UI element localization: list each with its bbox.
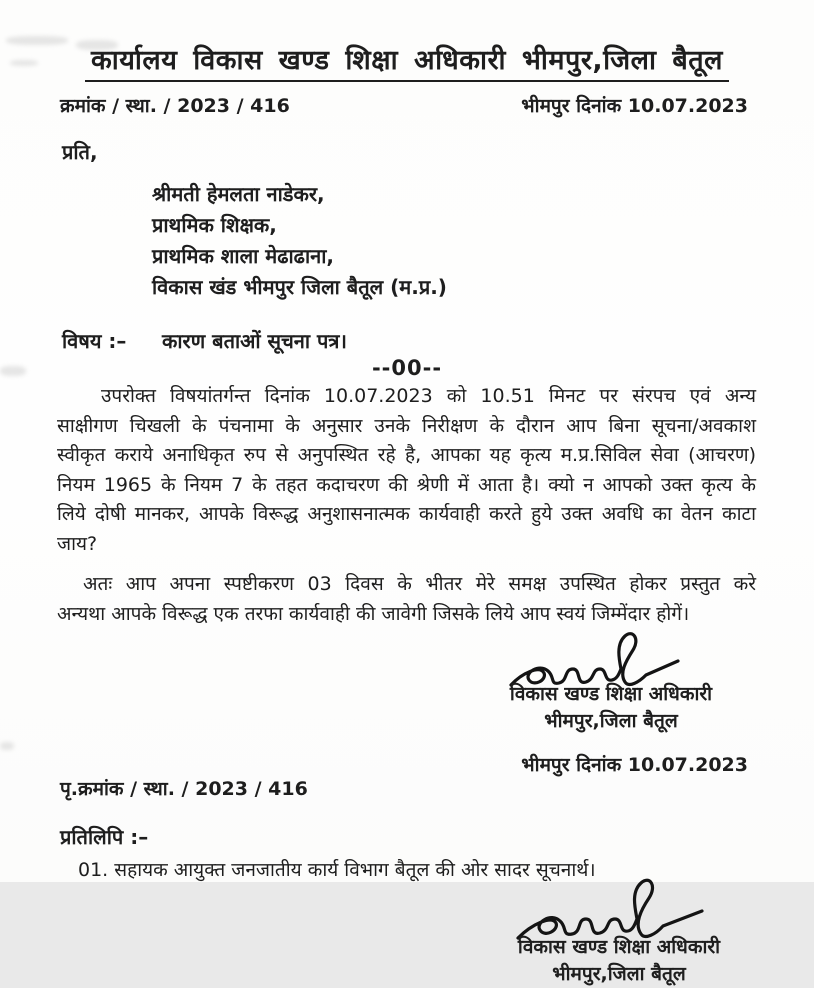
scan-artifact	[10, 60, 38, 66]
recipient-line: प्राथमिक शिक्षक,	[152, 213, 277, 237]
body-paragraph-1	[0, 380, 814, 559]
body-line: अन्यथा आपके विरूद्ध एक तरफा कार्यवाही की जावेगी जिसके लिये आप स्वयं जिम्मेंदार होगें।	[57, 602, 690, 625]
copy-list-item: 01. सहायक आयुक्त जनजातीय कार्य विभाग बैतूल की ओर सादर सूचनार्थ।	[78, 859, 596, 881]
endorsement-row	[0, 735, 814, 801]
body-line: साक्षीगण चिखली के पंचनामा के अनुसार उनके निरीक्षण के दौरान आप बिना सूचना/अवकाश	[57, 414, 756, 437]
scan-artifact	[0, 742, 14, 750]
subject-row	[0, 303, 814, 354]
recipient-line: श्रीमती हेमलता नाडेकर,	[152, 182, 325, 206]
body-line: नियम 1965 के नियम 7 के तहत कदाचरण की श्रेणी में आता है। क्यो न आपको उक्त कृत्य के	[57, 473, 756, 496]
section-divider: --00--	[371, 356, 443, 380]
copy-list-label: प्रतिलिपि :–	[60, 825, 149, 849]
body-line: लिये दोषी मानकर, आपके विरूद्ध अनुशासनात्मक कार्यवाही करते हुये उक्त अवधि का वेतन काटा	[57, 503, 756, 525]
subject-label: विषय :–	[62, 329, 127, 353]
signature-block-1	[466, 631, 756, 735]
endorsement-ref-number: पृ.क्रमांक / स्था. / 2023 / 416	[60, 778, 308, 800]
endorsement-date: भीमपुर दिनांक 10.07.2023	[521, 754, 748, 776]
body-line: उपरोक्त विषयांतर्गन्त दिनांक 10.07.2023 को 10.51 मिनट पर संरपच एवं अन्य	[101, 385, 756, 407]
body-line: अतः आप अपना स्पष्टीकरण 03 दिवस के भीतर मेरे समक्ष उपस्थित होकर प्रस्तुत करे	[83, 573, 756, 595]
issue-date: भीमपुर दिनांक 10.07.2023	[521, 95, 748, 117]
letterhead-title: कार्यालय विकास खण्ड शिक्षा अधिकारी भीमपुर,जिला बैतूल	[85, 40, 729, 82]
body-paragraph-2	[0, 568, 814, 629]
body-line: स्वीकृत कराये अनाधिकृत रुप से अनुपस्थित रहे है, आपका यह कृत्य म.प्र.सिविल सेवा (आचरण)	[57, 444, 756, 466]
signature-block-2	[474, 878, 764, 988]
scan-artifact	[6, 36, 68, 45]
salutation: प्रति,	[62, 140, 98, 164]
scan-artifact	[76, 40, 118, 50]
signatory-place: भीमपुर,जिला बैतूल	[552, 963, 686, 985]
subject-text: कारण बताओं सूचना पत्र।	[162, 329, 347, 353]
recipient-line: प्राथमिक शाला मेढाढाना,	[152, 244, 335, 268]
body-line: जाय?	[57, 532, 98, 555]
recipient-block	[0, 165, 814, 303]
ref-number: क्रमांक / स्था. / 2023 / 416	[60, 95, 290, 117]
scan-artifact	[0, 366, 26, 376]
signatory-place: भीमपुर,जिला बैतूल	[544, 710, 678, 732]
signatory-designation: विकास खण्ड शिक्षा अधिकारी	[517, 936, 721, 958]
recipient-line: विकास खंड भीमपुर जिला बैतूल (म.प्र.)	[152, 275, 447, 299]
signatory-designation: विकास खण्ड शिक्षा अधिकारी	[509, 683, 713, 705]
